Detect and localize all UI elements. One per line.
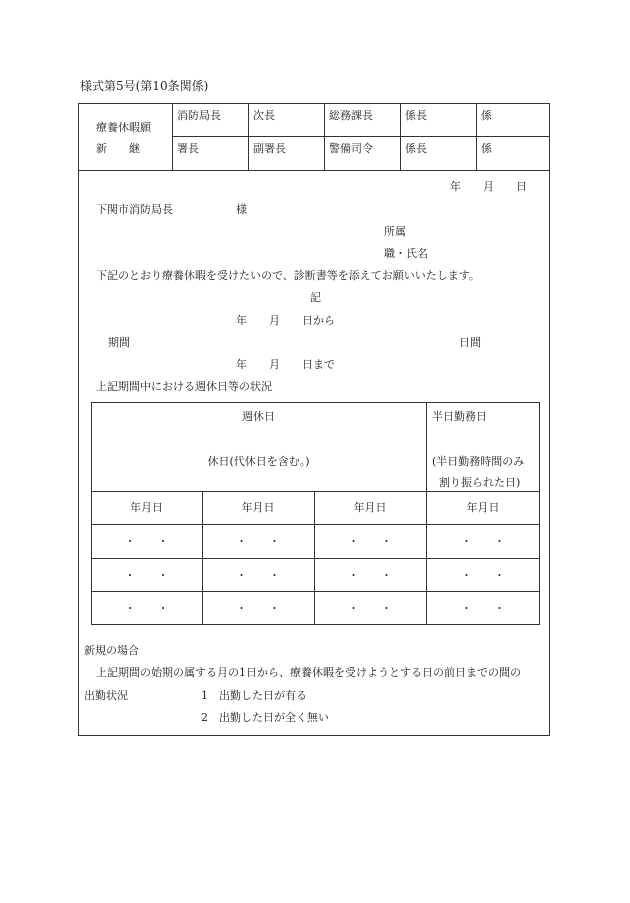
affiliation-label: 所属 xyxy=(384,225,406,238)
new-continue-label: 新 継 xyxy=(96,142,140,155)
leave-request-label: 療養休暇願 xyxy=(96,121,151,134)
table-row-line xyxy=(91,558,540,559)
approver-cell: 署長 xyxy=(177,142,199,155)
addressee-honorific: 様 xyxy=(236,203,247,216)
table-row-line xyxy=(91,491,540,492)
half-day-label: 半日勤務日 xyxy=(432,410,487,423)
period-label: 期間 xyxy=(108,336,130,349)
half-day-note-2: 割り振られた日) xyxy=(439,476,521,489)
date-column-header: 年月日 xyxy=(466,501,500,514)
date-cell: ・ ・ xyxy=(461,535,505,548)
date-cell: ・ ・ xyxy=(461,569,505,582)
date-cell: ・ ・ xyxy=(124,569,169,582)
approver-cell: 総務課長 xyxy=(329,109,373,122)
attendance-status-label: 出勤状況 xyxy=(84,689,128,702)
date-line: 年 月 日 xyxy=(450,180,527,193)
new-case-heading: 新規の場合 xyxy=(84,644,139,657)
approver-cell: 係 xyxy=(481,109,492,122)
approver-cell: 係長 xyxy=(405,109,427,122)
half-day-note-1: (半日勤務時間のみ xyxy=(432,455,525,468)
approval-bottom-line xyxy=(78,170,550,171)
addressee: 下関市消防局長 xyxy=(96,203,173,216)
date-cell: ・ ・ xyxy=(236,602,280,615)
approval-row-divider xyxy=(172,136,550,137)
ki-label: 記 xyxy=(310,291,321,304)
date-cell: ・ ・ xyxy=(124,535,169,548)
name-title-label: 職・氏名 xyxy=(384,247,428,260)
date-column-header: 年月日 xyxy=(241,501,275,514)
new-case-text: 上記期間の始期の属する月の1日から、療養休暇を受けようとする日の前日までの間の xyxy=(96,666,521,679)
table-row-line xyxy=(91,524,540,525)
approval-col-line xyxy=(172,103,173,170)
approver-cell: 次長 xyxy=(253,109,275,122)
approval-col-line xyxy=(476,103,477,170)
date-cell: ・ ・ xyxy=(124,602,169,615)
approval-col-line xyxy=(248,103,249,170)
date-cell: ・ ・ xyxy=(348,569,392,582)
date-column-header: 年月日 xyxy=(353,501,387,514)
approver-cell: 警備司令 xyxy=(329,142,373,155)
approver-cell: 係長 xyxy=(405,142,427,155)
form-title: 様式第5号(第10条関係) xyxy=(80,79,209,93)
approver-cell: 消防局長 xyxy=(177,109,221,122)
days-label: 日間 xyxy=(459,336,481,349)
period-from: 年 月 日から xyxy=(236,314,335,327)
attendance-option-1: 1 出勤した日が有る xyxy=(201,689,307,702)
approval-col-line xyxy=(324,103,325,170)
weekly-off-label: 週休日 xyxy=(242,410,275,423)
approver-cell: 副署長 xyxy=(253,142,286,155)
attendance-option-2: 2 出勤した日が全く無い xyxy=(201,711,329,724)
date-cell: ・ ・ xyxy=(348,602,392,615)
table-row-line xyxy=(91,591,540,592)
period-to: 年 月 日まで xyxy=(236,358,335,371)
holiday-label: 休日(代休日を含む。) xyxy=(207,455,310,468)
date-cell: ・ ・ xyxy=(461,602,505,615)
approval-col-line xyxy=(400,103,401,170)
date-column-header: 年月日 xyxy=(130,501,163,514)
status-heading: 上記期間中における週休日等の状況 xyxy=(96,380,272,393)
date-cell: ・ ・ xyxy=(236,535,280,548)
table-col-line xyxy=(426,402,427,625)
request-text: 下記のとおり療養休暇を受けたいので、診断書等を添えてお願いいたします。 xyxy=(96,269,480,282)
date-cell: ・ ・ xyxy=(348,535,392,548)
approver-cell: 係 xyxy=(481,142,492,155)
date-cell: ・ ・ xyxy=(236,569,280,582)
